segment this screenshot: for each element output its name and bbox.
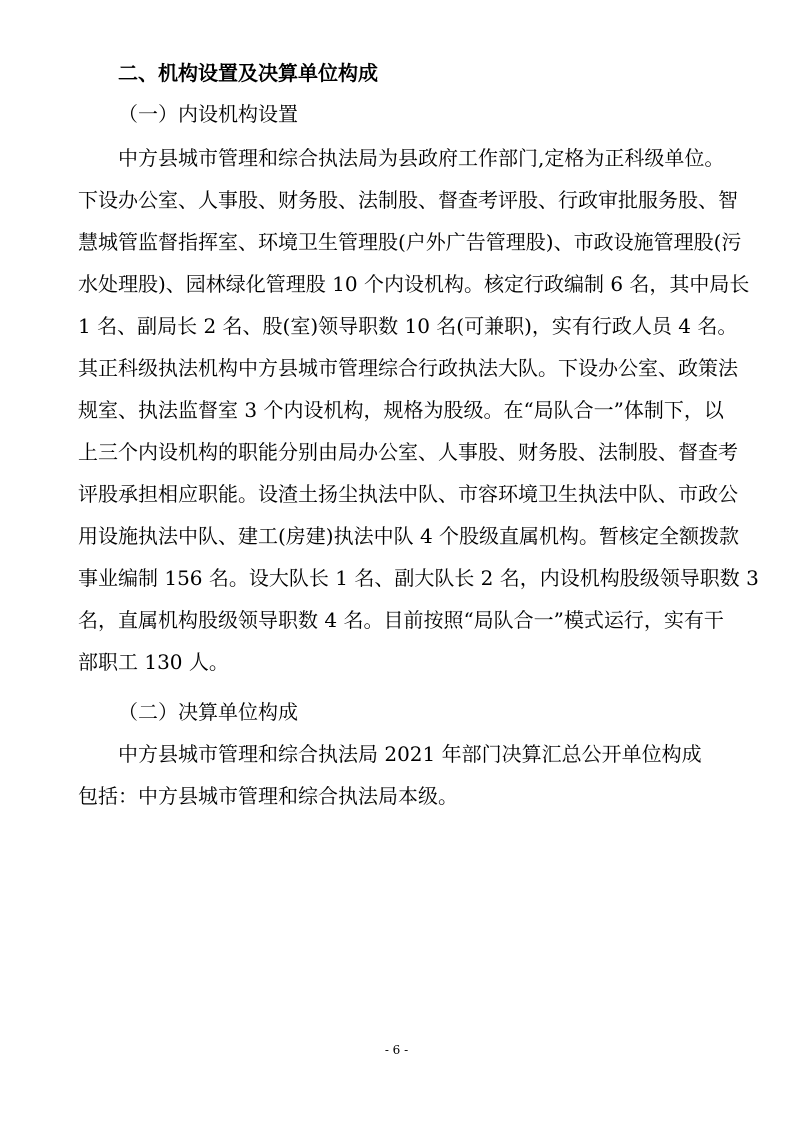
subsection-2-title: （二）决算单位构成 bbox=[118, 700, 298, 724]
paragraph-line: 规室、执法监督室 3 个内设机构，规格为股级。在“局队合一”体制下，以 bbox=[78, 398, 724, 422]
paragraph-line: 中方县城市管理和综合执法局为县政府工作部门,定格为正科级单位。 bbox=[118, 146, 725, 170]
paragraph-line: 名，直属机构股级领导职数 4 名。目前按照“局队合一”模式运行，实有干 bbox=[78, 608, 724, 632]
subsection-1-title: （一）内设机构设置 bbox=[118, 102, 298, 126]
page-number: - 6 - bbox=[384, 1043, 409, 1057]
paragraph-line: 包括：中方县城市管理和综合执法局本级。 bbox=[78, 784, 458, 808]
paragraph-line: 部职工 130 人。 bbox=[78, 650, 229, 674]
paragraph-line: 1 名、副局长 2 名、股(室)领导职数 10 名(可兼职)，实有行政人员 4 名。 bbox=[78, 314, 738, 338]
paragraph-line: 下设办公室、人事股、财务股、法制股、督查考评股、行政审批服务股、智 bbox=[78, 188, 738, 212]
paragraph-line: 事业编制 156 名。设大队长 1 名、副大队长 2 名，内设机构股级领导职数 3 bbox=[78, 566, 759, 590]
paragraph-line: 上三个内设机构的职能分别由局办公室、人事股、财务股、法制股、督查考 bbox=[78, 440, 738, 464]
paragraph-line: 其正科级执法机构中方县城市管理综合行政执法大队。下设办公室、政策法 bbox=[78, 356, 738, 380]
paragraph-line: 慧城管监督指挥室、环境卫生管理股(户外广告管理股)、市政设施管理股(污 bbox=[78, 230, 742, 254]
paragraph-line: 用设施执法中队、建工(房建)执法中队 4 个股级直属机构。暂核定全额拨款 bbox=[78, 524, 740, 548]
paragraph-line: 水处理股)、园林绿化管理股 10 个内设机构。核定行政编制 6 名，其中局长 bbox=[78, 272, 750, 296]
paragraph-line: 评股承担相应职能。设渣土扬尘执法中队、市容环境卫生执法中队、市政公 bbox=[78, 482, 738, 506]
section-heading: 二、机构设置及决算单位构成 bbox=[118, 61, 378, 85]
paragraph-line: 中方县城市管理和综合执法局 2021 年部门决算汇总公开单位构成 bbox=[118, 742, 702, 766]
